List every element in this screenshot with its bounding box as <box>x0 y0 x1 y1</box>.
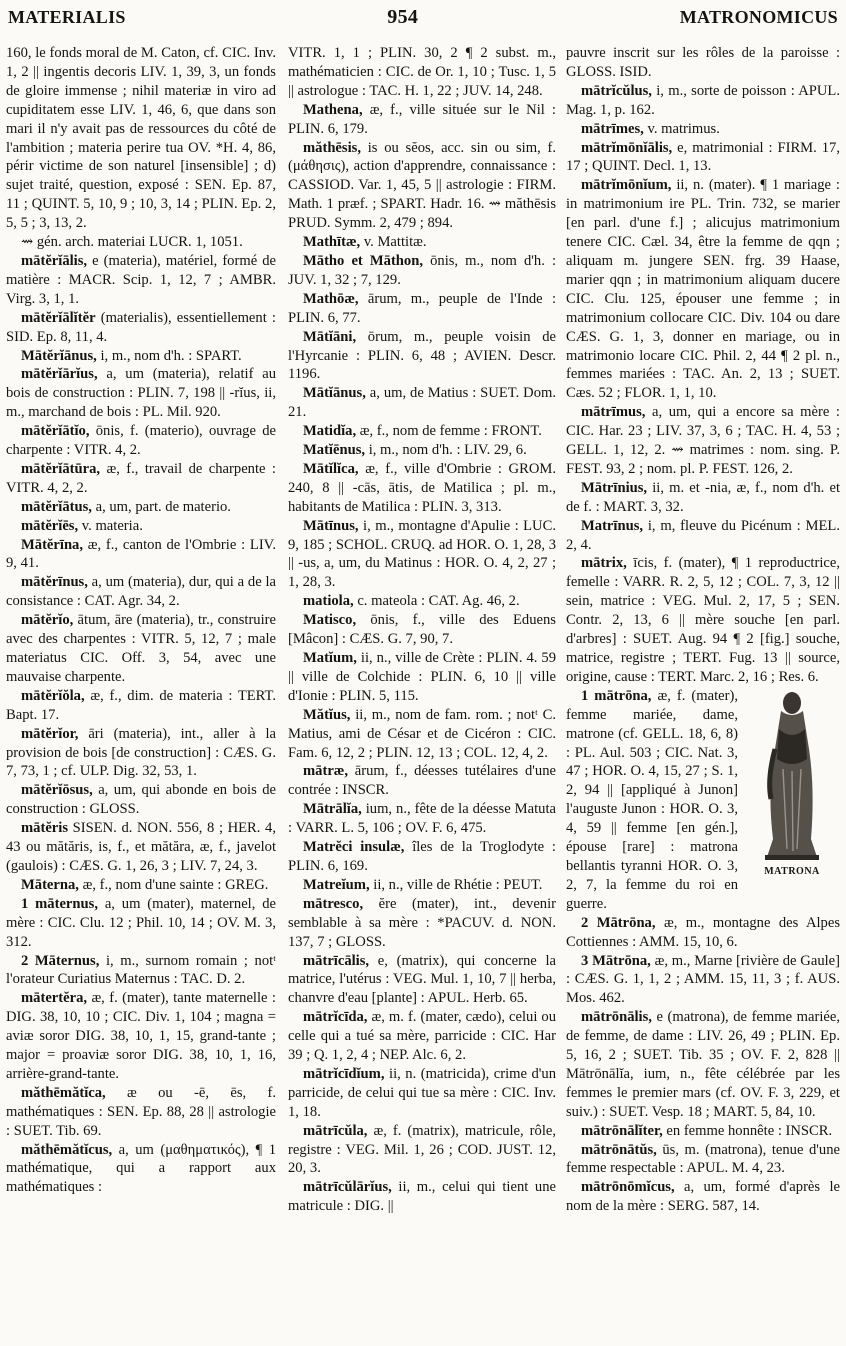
headword: mātĕrīnus, <box>21 574 88 591</box>
matrona-figure <box>744 689 840 882</box>
headword: mātresco, <box>303 895 364 912</box>
dictionary-entry <box>288 1008 556 1065</box>
entry-text: æ ou -ē, ēs, f. mathématiques : SEN. Ep. 88, 28 || astrologie : SUET. Tib. 69. <box>6 1084 276 1139</box>
entry-text: SISEN. d. NON. 556, 8 ; HER. 4, 43 ou mătăris, is, f., et mătăra, æ, f., javelot (gaulois) : CÆS. G. 1, 26, 3 ; LIV. 7, 24, 3. <box>6 820 276 874</box>
dictionary-entry <box>288 895 556 952</box>
entry-text: ii, n. (mater). ¶ 1 mariage : in matrimonium ire PL. Trin. 732, se marier [en parl. d'une f.] ; alicujus matrimonium tenere CIC. Cæl. 34, être la femme de qqn ; aliquam m. jungere SEN. frg. 39 Haase, marier qqn ; in matrimonium aliquam ducere CIC. Clu. 125, épouser une femme ; in matrimonium collocare CIC. Div. 104 ou dare CÆS. G. 1, 3, donner en mariage, ou in matrimonio locare CIC. Phil. 2, 44 ¶ 2 pl. n., femmes mariées : TAC. An. 2, 13 ; SUET. Cæs. 52 ; FLOR. 1, 1, 10. <box>566 177 840 402</box>
dictionary-entry <box>6 725 276 782</box>
headword: mātrix, <box>581 555 627 572</box>
entry-text: æ, f. (mater), femme mariée, dame, matrone (cf. GELL. 18, 6, 8) : PL. Aul. 503 ; CIC. Nat. 3, 47 ; HOR. O. 4, 15, 27 ; S. 1, 2, 94 || [appliqué à Junon] l'auguste Junon : HOR. O. 3, 4, 59 || femme [en gén.], épouse [rare] : matrona bellantis tyranni HOR. O. 3, 2, 7, la femme du roi en guerre. <box>566 687 738 912</box>
entry-text: āri (materia), int., aller à la provision de bois [de construction] : CÆS. G. 7, 73, 1 ; cf. ULP. Dig. 32, 53, 1. <box>6 725 276 780</box>
dictionary-entry <box>6 895 276 952</box>
dictionary-entry <box>288 328 556 385</box>
dictionary-entry <box>6 536 276 574</box>
entry-text: en femme honnête : INSCR. <box>666 1122 833 1139</box>
right-running-head: MATRONOMICUS <box>679 6 838 27</box>
headword: Mātho et Māthon, <box>303 252 423 269</box>
matrona-statue-icon <box>757 689 827 861</box>
headword: mātrōnōmĭcus, <box>581 1179 675 1196</box>
dictionary-entry <box>288 384 556 422</box>
headword: 1 māternus, <box>21 895 98 912</box>
headword: mātĕrĭālis, <box>21 252 88 269</box>
headword: Mātĭlĭca, <box>303 460 359 477</box>
entry-text: ārum, f., déesses tutélaires d'une contrée : INSCR. <box>288 763 556 799</box>
dictionary-entry <box>288 838 556 876</box>
dictionary-entry <box>6 44 276 233</box>
dictionary-entry <box>288 876 556 895</box>
left-running-head: MATERIALIS <box>8 6 126 27</box>
headword: mātĕrĭōsus, <box>21 782 93 799</box>
dictionary-entry <box>566 403 840 479</box>
headword: mātrīmes, <box>581 120 644 137</box>
entry-text: i, m., nom d'h. : SPART. <box>100 347 242 364</box>
dictionary-entry <box>6 819 276 876</box>
headword: Mātĕrĭānus, <box>21 347 97 364</box>
dictionary-entry <box>288 592 556 611</box>
headword: Matrīnus, <box>581 517 644 534</box>
headword: măthēsis, <box>303 139 361 156</box>
dictionary-entry <box>288 1065 556 1122</box>
dictionary-entry <box>288 139 556 234</box>
entry-text: ōnis, f. (materio), ouvrage de charpente : VITR. 4, 2. <box>6 423 276 459</box>
entry-text: ium, n., fête de la déesse Matuta : VARR. L. 5, 106 ; OV. F. 6, 475. <box>288 801 556 837</box>
entry-text: e, matrimonial : FIRM. 17, 17 ; QUINT. Decl. 1, 13. <box>566 139 840 175</box>
dictionary-entry <box>566 914 840 952</box>
entry-text: e (matrona), de femme mariée, de femme, de dame : LIV. 26, 49 ; PLIN. Ep. 5, 16, 2 ; SUET. Tib. 35 ; OV. F. 2, 828 || Mātrōnālĭa, ium, n., fête célébrée par les femmes le premier mars (cf. OV. F. 3, 229, et suiv.) : SUET. Vesp. 18 ; MART. 5, 84, 10. <box>566 1009 840 1120</box>
entry-text: æ, f., canton de l'Ombrie : LIV. 9, 41. <box>6 536 276 572</box>
entry-text: æ, f. (matrix), matricule, rôle, registre : VEG. Mil. 1, 26 ; COD. JUST. 12, 20, 3. <box>288 1122 556 1177</box>
headword: Mathena, <box>303 101 363 118</box>
dictionary-entry <box>566 1141 840 1179</box>
headword: mātrīcŭlārĭus, <box>303 1179 392 1196</box>
dictionary-entry <box>288 1178 556 1216</box>
entry-text: a, um (materia), dur, qui a de la consistance : CAT. Agr. 34, 2. <box>6 574 276 610</box>
dictionary-entry <box>566 554 840 686</box>
entry-text: i, m., montagne d'Apulie : LUC. 9, 185 ; SCHOL. CRUQ. ad HOR. O. 1, 28, 3 || -us, a, um, du Matinus : HOR. O. 4, 2, 27 ; 1, 28, 3. <box>288 517 556 591</box>
dictionary-entry <box>566 1178 840 1216</box>
entry-text: i, m., nom d'h. : LIV. 29, 6. <box>368 442 527 459</box>
headword: mātrĭmōnĭum, <box>581 177 672 194</box>
headword: mātĕrĭātūra, <box>21 460 101 477</box>
dictionary-entry <box>566 44 840 82</box>
headword: Mātīnus, <box>303 517 359 534</box>
dictionary-entry <box>288 460 556 517</box>
entry-text: ōrum, m., peuple voisin de l'Hyrcanie : PLIN. 6, 48 ; AVIEN. Descr. 1196. <box>288 328 556 383</box>
headword: mātĕrĭor, <box>21 725 79 742</box>
dictionary-entry <box>566 479 840 517</box>
headword: Matreĭum, <box>303 876 370 893</box>
entry-text: æ, f., dim. de materia : TERT. Bapt. 17. <box>6 687 276 723</box>
entry-text: ii, m., celui qui tient une matricule : DIG. || <box>288 1179 556 1215</box>
entry-text: ōnis, f., ville des Eduens [Mâcon] : CÆS. G. 7, 90, 7. <box>288 612 556 648</box>
dictionary-entry <box>288 252 556 290</box>
dictionary-entry <box>288 611 556 649</box>
dictionary-entry <box>566 176 840 403</box>
entry-text: i, m, fleuve du Picénum : MEL. 2, 4. <box>566 517 840 553</box>
entry-text: 160, le fonds moral de M. Caton, cf. CIC. Inv. 1, 2 || ingentis decoris LIV. 1, 39, 3, un fonds de gloire immense ; nihil materiæ in viro ad cupiditatem esse LIV. 1, 46, 6, que dans son mari il n'y avait pas de ressources du côté de l'ambition ; materia perire tua OV. *H. 4, 86, périr victime de son naturel [insensible] ; d) sujet traité, question, exposé : SEN. Ep. 87, 11 ; QUINT. 5, 10, 9 ; 10, 3, 14 ; PLIN. Ep. 2, 5, 5 ; 3, 13, 2. <box>6 45 276 232</box>
headword: 2 Mātrōna, <box>581 914 656 931</box>
headword: Matĭum, <box>303 650 357 666</box>
headword: Mătĭus, <box>303 706 351 723</box>
entry-text: a, um, part. de materio. <box>95 498 231 515</box>
entry-text: æ, m., Marne [rivière de Gaule] : CÆS. G. 1, 1, 2 ; AMM. 15, 11, 3 ; f. AUS. Mos. 462. <box>566 952 840 1007</box>
headword: Matĭēnus, <box>303 442 366 459</box>
headword: Mathītæ, <box>303 234 361 251</box>
dictionary-entry <box>288 101 556 139</box>
headword: mātĕrĭo, <box>21 612 74 629</box>
headword: Māterna, <box>21 876 79 893</box>
headword: mātræ, <box>303 763 348 780</box>
entry-text: v. materia. <box>81 517 143 534</box>
entry-text: æ, m. f. (mater, cædo), celui ou celle qui a tué sa mère, parricide : CIC. Har 39 ; Q. 1, 2, 4 ; NEP. Alc. 6, 2. <box>288 1009 556 1064</box>
dictionary-entry <box>6 781 276 819</box>
dictionary-entry <box>6 347 276 366</box>
headword: Mātrālĭa, <box>303 801 362 818</box>
dictionary-entry <box>288 517 556 593</box>
entry-text: a, um, formé d'après le nom de la mère : SERG. 587, 14. <box>566 1179 840 1215</box>
entry-text: pauvre inscrit sur les rôles de la paroisse : GLOSS. ISID. <box>566 45 840 80</box>
column-3 <box>566 44 840 1344</box>
headword: mātrīcālis, <box>303 952 370 969</box>
dictionary-entry <box>6 517 276 536</box>
headword: mātrīmus, <box>581 404 646 421</box>
dictionary-entry <box>288 762 556 800</box>
dictionary-entry <box>288 422 556 441</box>
headword: Mātĭāni, <box>303 328 357 345</box>
entry-text: æ, f., nom d'une sainte : GREG. <box>82 876 269 893</box>
headword: Matrĕci insulæ, <box>303 839 405 856</box>
headword: mātĕrĭātus, <box>21 498 92 515</box>
entry-text: ii, n. (matricida), crime d'un parricide, de celui qui tue sa mère : CIC. Inv. 1, 18. <box>288 1065 556 1120</box>
dictionary-entry <box>566 952 840 1009</box>
headword: mātĕrĭēs, <box>21 517 79 534</box>
entry-text: ii, n., ville de Rhétie : PEUT. <box>373 876 543 893</box>
entry-text: ōnis, m., nom d'h. : JUV. 1, 32 ; 7, 129. <box>288 252 556 288</box>
dictionary-entry <box>566 120 840 139</box>
dictionary-entry <box>6 309 276 347</box>
entry-text: e, (matrix), qui concerne la matrice, l'utérus : VEG. Mul. 1, 10, 7 || herba, chanvre d'eau [plante] : APUL. Herb. 65. <box>288 952 556 1007</box>
page-header <box>8 4 838 30</box>
dictionary-entry <box>288 1122 556 1179</box>
entry-text: VITR. 1, 1 ; PLIN. 30, 2 ¶ 2 subst. m., mathématicien : CIC. de Or. 1, 10 ; Tusc. 1, 5 || astrologue : TAC. H. 1, 22 ; JUV. 14, 248. <box>288 45 556 99</box>
headword: mātĕrĭārĭus, <box>21 366 98 383</box>
entry-text: æ, m., montagne des Alpes Cottiennes : AMM. 15, 10, 6. <box>566 914 840 950</box>
dictionary-entry <box>288 233 556 252</box>
dictionary-entry <box>566 1008 840 1121</box>
dictionary-entry <box>288 44 556 101</box>
entry-text: æ, f., ville située sur le Nil : PLIN. 6, 179. <box>288 101 556 137</box>
dictionary-entry <box>6 1141 276 1198</box>
entry-text: ĕre (mater), int., devenir semblable à sa mère : *PACUV. d. NON. 137, 7 ; GLOSS. <box>288 895 556 950</box>
entry-text: ⇝ gén. arch. materiai LUCR. 1, 1051. <box>21 234 243 251</box>
entry-text: i, m., sorte de poisson : APUL. Mag. 1, p. 162. <box>566 82 840 118</box>
headword: matiola, <box>303 593 354 610</box>
entry-text: c. mateola : CAT. Ag. 46, 2. <box>357 593 520 610</box>
entry-text: ii, m. et -nia, æ, f., nom d'h. et de f. : MART. 3, 32. <box>566 479 840 515</box>
headword: Mātrīnius, <box>581 479 648 496</box>
entry-text: ātum, āre (materia), tr., construire avec des charpentes : VITR. 5, 12, 7 ; male materiatus CIC. Off. 3, 54, avec une mauvaise charpente. <box>6 612 276 685</box>
dictionary-entry <box>288 441 556 460</box>
headword: mātrōnātŭs, <box>581 1141 657 1158</box>
entry-text: i, m., surnom romain ; notᵗ l'orateur Curiatius Maternus : TAC. D. 2. <box>6 952 276 988</box>
entry-text: v. Mattitæ. <box>363 234 427 251</box>
dictionary-entry <box>6 952 276 990</box>
entry-text: a, um, qui a encore sa mère : CIC. Har. 23 ; LIV. 37, 3, 6 ; TAC. H. 4, 53 ; GELL. 1, 12, 2. ⇝ matrimes : nom. sing. P. FEST. 93, 2 ; nom. pl. P. FEST. 126, 2. <box>566 404 840 477</box>
headword: mātrĭmōnĭālis, <box>581 139 673 156</box>
headword: Matidĭa, <box>303 423 357 440</box>
entry-text: v. matrimus. <box>647 120 720 137</box>
entry-text: a, um, qui abonde en bois de construction : GLOSS. <box>6 782 276 818</box>
entry-text: (materialis), essentiellement : SID. Ep. 8, 11, 4. <box>6 309 276 345</box>
headword: mātrĭcŭlus, <box>581 82 652 99</box>
dictionary-entry <box>566 82 840 120</box>
entry-text: a, um (materia), relatif au bois de construction : PLIN. 7, 198 || -rĭus, ii, m., marchand de bois : PL. Mil. 920. <box>6 366 276 421</box>
entry-text: is ou sĕos, acc. sin ou sim, f. (μάθησις), action d'apprendre, connaissance : CASSIOD. Var. 1, 45, 5 || astrologie : FIRM. Math. 1 præf. ; SPART. Hadr. 16. ⇝ măthēsis PRUD. Symm. 2, 479 ; 894. <box>288 139 556 232</box>
column-2 <box>288 44 556 1344</box>
headword: mātĕrĭŏla, <box>21 687 85 704</box>
entry-text: æ, f. (mater), tante maternelle : DIG. 38, 10, 10 ; CIC. Div. 1, 104 ; magna = aviæ soror DIG. 38, 10, 1, 15, grand-tante ; major = proaviæ soror DIG. 38, 10, 1, 16, arrière-grand-tante. <box>6 990 276 1082</box>
entry-text: e (materia), matériel, formé de matière : MACR. Scip. 1, 12, 7 ; AMBR. Virg. 3, 1, 1. <box>6 252 276 307</box>
dictionary-entry <box>6 498 276 517</box>
dictionary-entry <box>6 252 276 309</box>
headword: Mātĕrīna, <box>21 536 84 553</box>
headword: 1 mātrōna, <box>581 687 652 704</box>
entry-text: ii, m., nom de fam. rom. ; notᵗ C. Matius, ami de César et de Cicéron : CIC. Fam. 6, 12, 2 ; PLIN. 12, 13 ; COL. 12, 4, 2. <box>288 706 556 761</box>
entry-text: a, um (mater), maternel, de mère : CIC. Clu. 12 ; Phil. 10, 14 ; OV. M. 3, 312. <box>6 895 276 950</box>
dictionary-entry <box>6 687 276 725</box>
entry-text: ārum, m., peuple de l'Inde : PLIN. 6, 77. <box>288 290 556 326</box>
headword: mātrĭcīdĭum, <box>303 1065 385 1082</box>
dictionary-entry <box>288 290 556 328</box>
entry-text: ūs, m. (matrona), tenue d'une femme respectable : APUL. M. 4, 23. <box>566 1141 840 1177</box>
entry-text: æ, f., nom de femme : FRONT. <box>359 423 542 440</box>
entry-text: æ, f., ville d'Ombrie : GROM. 240, 8 || -cās, ātis, de Matilica ; pl. m., habitants de Matilica : PLIN. 3, 313. <box>288 460 556 515</box>
dictionary-entry <box>6 460 276 498</box>
headword: Mathōæ, <box>303 290 359 307</box>
dictionary-entry <box>6 573 276 611</box>
headword: Mātĭānus, <box>303 385 366 402</box>
dictionary-entry <box>566 687 840 914</box>
headword: măthēmătĭcus, <box>21 1141 113 1158</box>
figure-caption: MATRONA <box>764 865 820 877</box>
entry-text: a, um, de Matius : SUET. Dom. 21. <box>288 385 556 421</box>
headword: mātrĭcīda, <box>303 1009 368 1026</box>
dictionary-entry <box>566 517 840 555</box>
entry-text: īcis, f. (mater), ¶ 1 reproductrice, femelle : VARR. R. 2, 5, 12 ; COL. 7, 3, 12 || sein, matrice : VEG. Mul. 2, 17, 5 ; SEN. Contr. 2, 13, 6 || mère souche [en parl. d'arbres] : SUET. Aug. 94 ¶ 2 [fig.] souche, matrice, registre ; TERT. Fug. 13 || source, origine, cause : TERT. Marc. 2, 16 ; Res. 6. <box>566 555 840 685</box>
entry-text: ii, n., ville de Crète : PLIN. 4. 59 || ville de Colchide : PLIN. 6, 10 || ville d'Ionie : PLIN. 5, 115. <box>288 650 556 704</box>
entry-text: a, um (μαθηματικός), ¶ 1 mathématique, qui a rapport aux mathématiques : <box>6 1141 276 1196</box>
dictionary-entry <box>288 706 556 763</box>
headword: mātĕrĭālĭtĕr <box>21 309 96 326</box>
dictionary-entry <box>288 649 556 706</box>
dictionary-entry <box>6 989 276 1084</box>
dictionary-entry <box>288 952 556 1009</box>
column-1 <box>6 44 276 1344</box>
headword: 3 Mātrōna, <box>581 952 651 969</box>
entry-text: æ, f., travail de charpente : VITR. 4, 2, 2. <box>6 460 276 496</box>
page-number: 954 <box>387 5 419 28</box>
headword: Matisco, <box>303 612 357 629</box>
headword: mātĕrĭātĭo, <box>21 423 90 440</box>
headword: mātrōnālĭter, <box>581 1122 663 1139</box>
dictionary-entry <box>6 422 276 460</box>
headword: mātĕris <box>21 820 69 837</box>
headword: mātrīcŭla, <box>303 1122 368 1139</box>
entry-text: îles de la Troglodyte : PLIN. 6, 169. <box>288 839 556 874</box>
dictionary-entry <box>566 139 840 177</box>
headword: 2 Māternus, <box>21 952 100 969</box>
dictionary-entry <box>566 1122 840 1141</box>
dictionary-entry <box>6 365 276 422</box>
dictionary-entry <box>6 611 276 687</box>
dictionary-entry <box>6 876 276 895</box>
headword: măthēmătĭca, <box>21 1084 106 1101</box>
headword: mātertĕra, <box>21 990 88 1007</box>
dictionary-entry <box>6 233 276 252</box>
headword: mātrōnālis, <box>581 1009 652 1026</box>
dictionary-entry <box>288 800 556 838</box>
dictionary-entry <box>6 1084 276 1141</box>
